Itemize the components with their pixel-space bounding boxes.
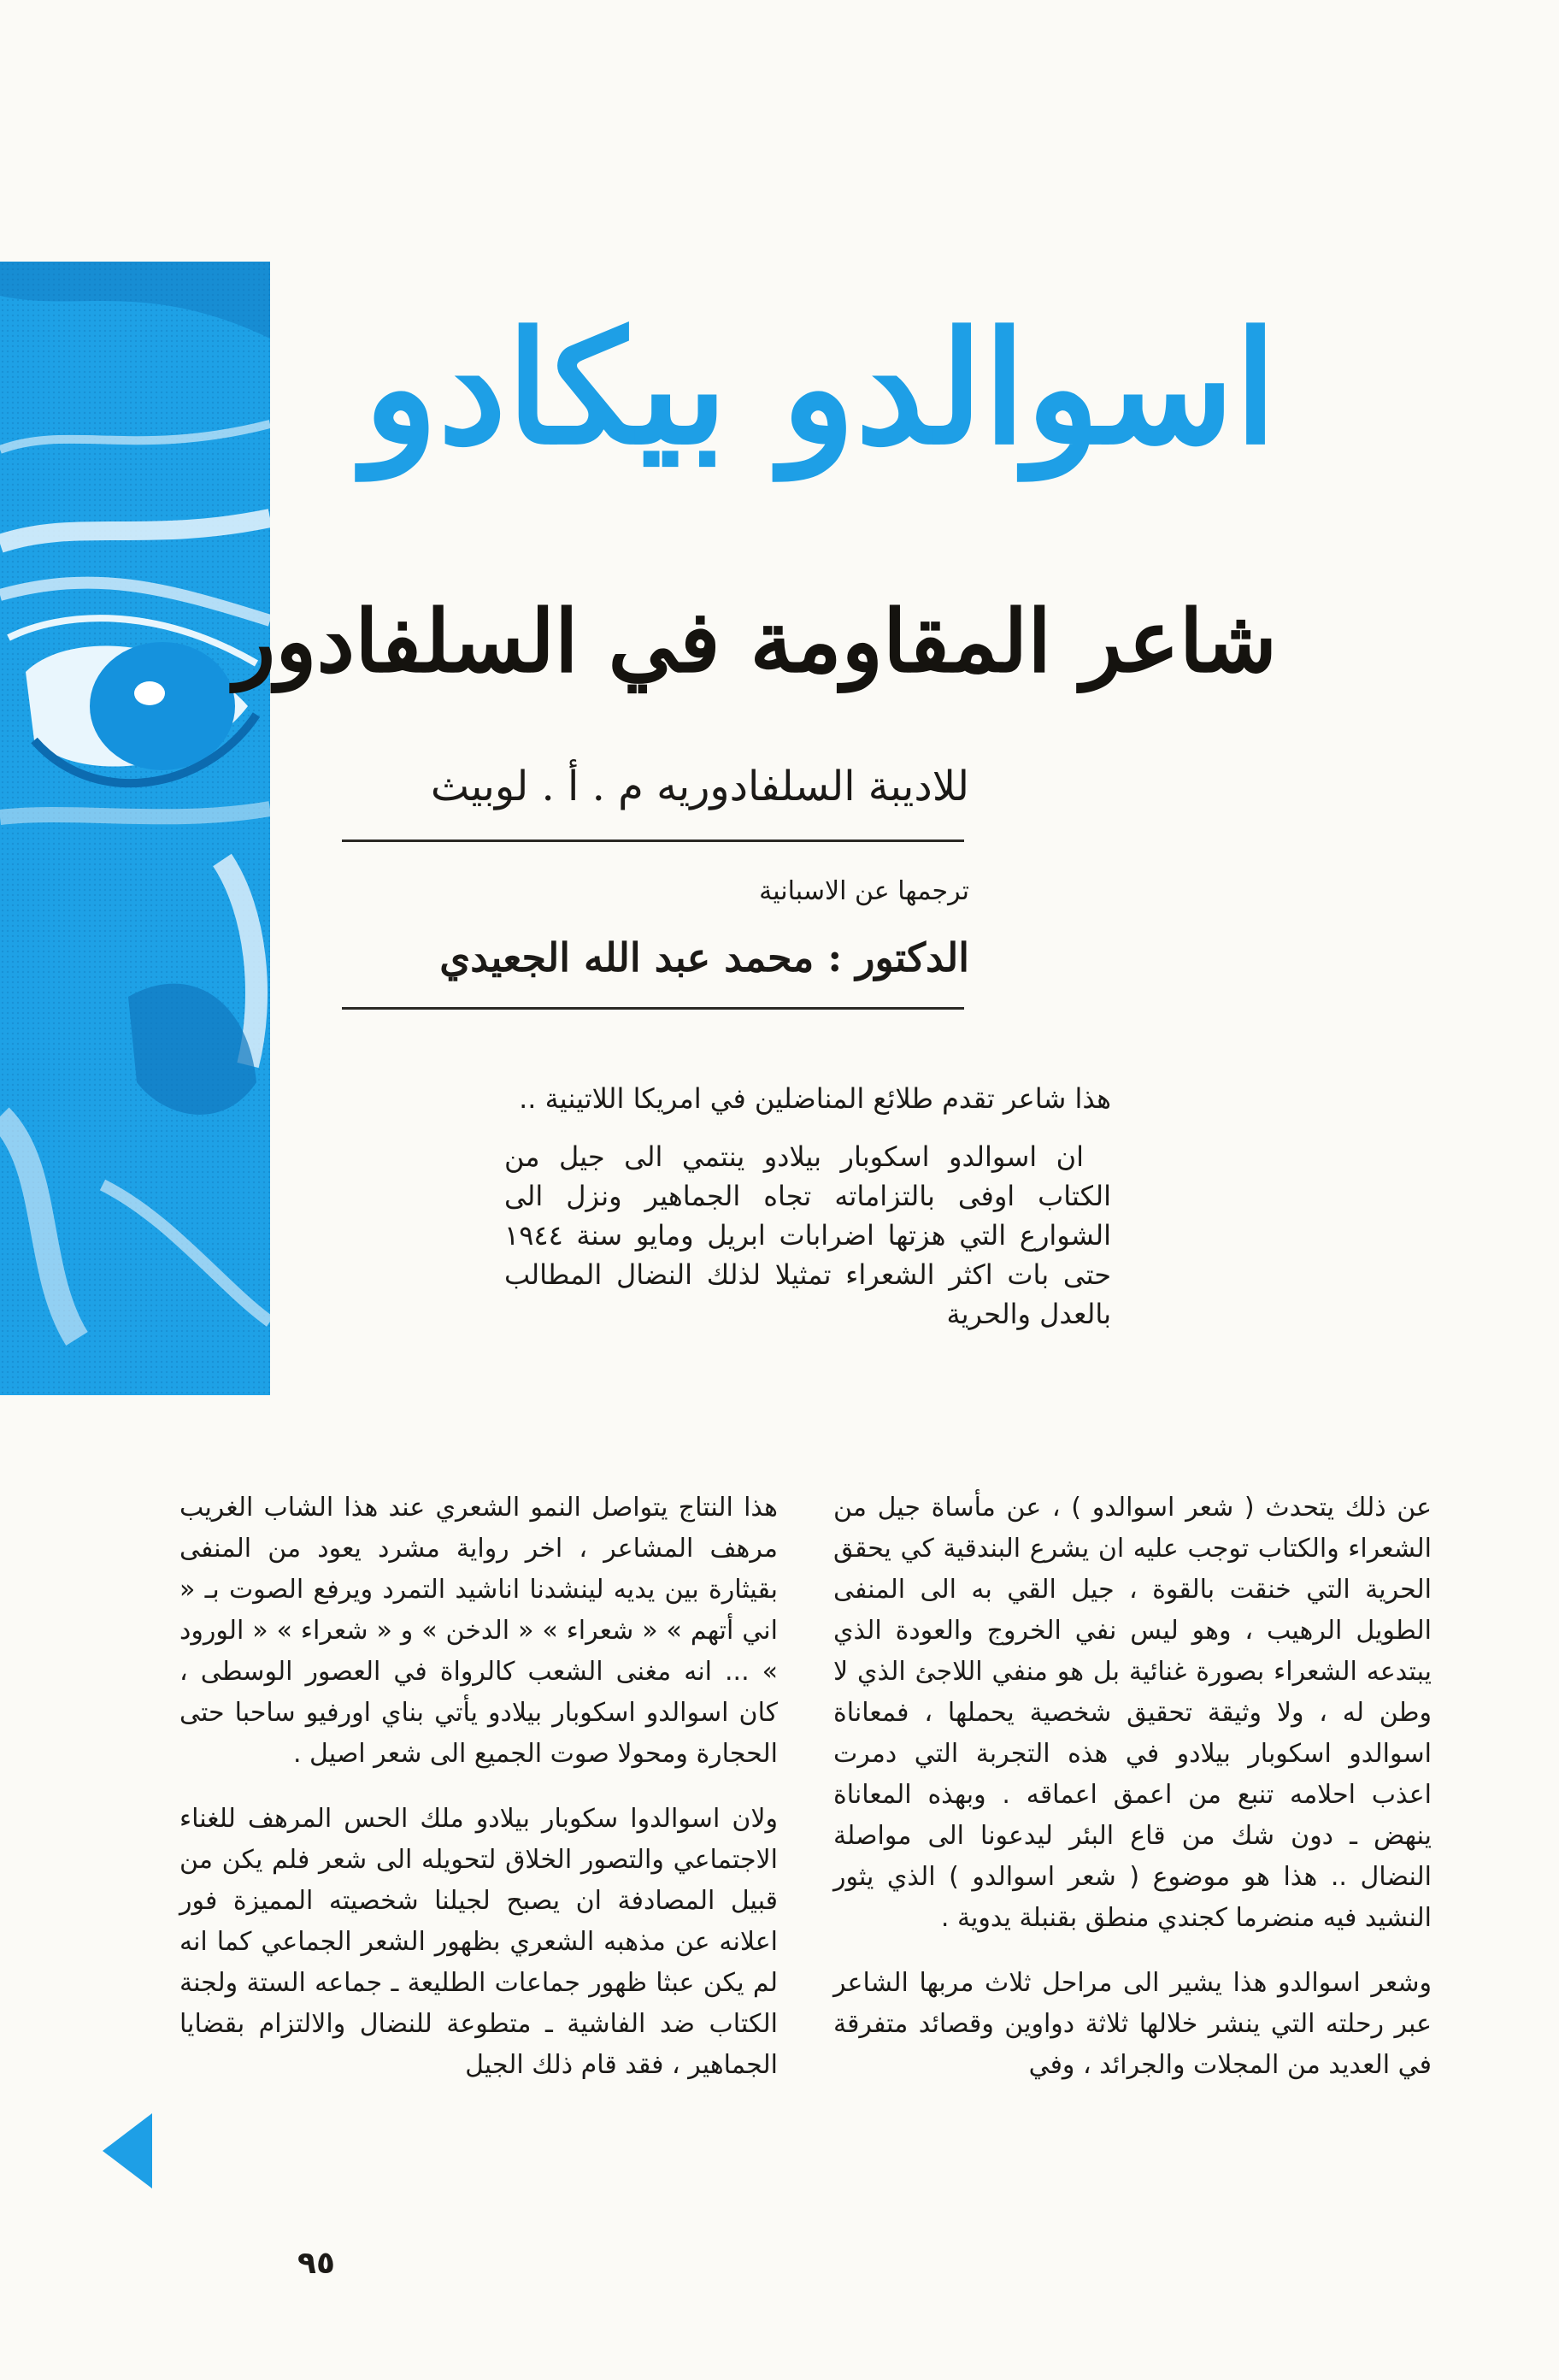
face-eye-illustration-icon <box>0 262 270 1395</box>
body-column-left <box>179 1488 778 2214</box>
triangle-left-icon <box>103 2113 152 2189</box>
divider-rule <box>342 1007 964 1010</box>
translated-from-label: ترجمها عن الاسبانية <box>759 876 969 906</box>
intro-block <box>504 1079 1111 1429</box>
divider-rule <box>342 839 964 842</box>
translator-name: الدكتور : محمد عبد الله الجعيدي <box>439 934 969 981</box>
article-subtitle: شاعر المقاومة في السلفادور <box>233 591 1277 692</box>
author-line: للاديبة السلفادوريه م . أ . لوبيث <box>430 763 969 810</box>
body-paragraph: هذا النتاج يتواصل النمو الشعري عند هذا الشاب الغريب مرهف المشاعر ، اخر رواية مشرد يعود من المنفى بقيثارة بين يديه لينشدنا اناشيد التمرد ويرفع الصوت بـ « اني أتهم » « شعراء » « الدخن » و « شعراء » « الورود » ... انه مغنى الشعب كالرواة في العصور الوسطى ، كان اسوالدو اسكوبار بيلادو يأتي بناي اورفيو ساحبا حتى الحجارة ومحولا صوت الجميع الى شعر اصيل . <box>179 1493 778 1769</box>
body-paragraph: ولان اسوالدوا سكوبار بيلادو ملك الحس المرهف للغناء الاجتماعي والتصور الخلاق لتحويله الى شعر فلم يكن من قبيل المصادفة ان يصبح لجيلنا شخصيته المميزة فور اعلانه عن مذهبه الشعري بظهور الشعر الجماعي كما انه لم يكن عبثا ظهور جماعات الطليعة ـ جماعه الستة ولجنة الكتاب ضد الفاشية ـ متطوعة للنضال والالتزام بقضايا الجماهير ، فقد قام ذلك الجيل <box>179 1804 778 2080</box>
intro-paragraph: هذا شاعر تقدم طلائع المناضلين في امريكا اللاتينية .. <box>519 1082 1111 1115</box>
intro-paragraph: ان اسوالدو اسكوبار بيلادو ينتمي الى جيل من الكتاب اوفى بالتزاماته تجاه الجماهير ونزل الى الشوارع التي هزتها اضرابات ابريل ومايو سنة ١٩٤٤ حتى بات اكثر الشعراء تمثيلا لذلك النضال المطالب بالعدل والحرية <box>504 1140 1111 1330</box>
page-number: ٩٥ <box>297 2246 335 2281</box>
portrait-illustration <box>0 262 270 1395</box>
body-paragraph: وشعر اسوالدو هذا يشير الى مراحل ثلاث مربها الشاعر عبر رحلته التي ينشر خلالها ثلاثة دواوين وقصائد متفرقة في العديد من المجلات والجرائد ، وفي <box>833 1968 1432 2080</box>
body-column-right <box>833 1488 1432 2214</box>
article-title: اسوالدو بيكادو <box>363 298 1277 479</box>
body-paragraph: عن ذلك يتحدث ( شعر اسوالدو ) ، عن مأساة جيل من الشعراء والكتاب توجب عليه ان يشرع البندقية كي يحقق الحرية التي خنقت بالقوة ، جيل القي به الى المنفى الطويل الرهيب ، وهو ليس نفي الخروج والعودة الذي يبتدعه الشعراء بصورة غنائية بل هو منفي اللاجئ الذي لا وطن له ، ولا وثيقة تحقيق شخصية يحملها ، فمعاناة اسوالدو اسكوبار بيلادو في هذه التجربة التي دمرت اعذب احلامه تنبع من اعمق اعماقه . وبهذه المعاناة ينهض ـ دون شك من قاع البئر ليدعونا الى مواصلة النضال .. هذا هو موضوع ( شعر اسوالدو ) الذي يثور النشيد فيه منضرما كجندي منطق بقنبلة يدوية . <box>833 1493 1432 1933</box>
